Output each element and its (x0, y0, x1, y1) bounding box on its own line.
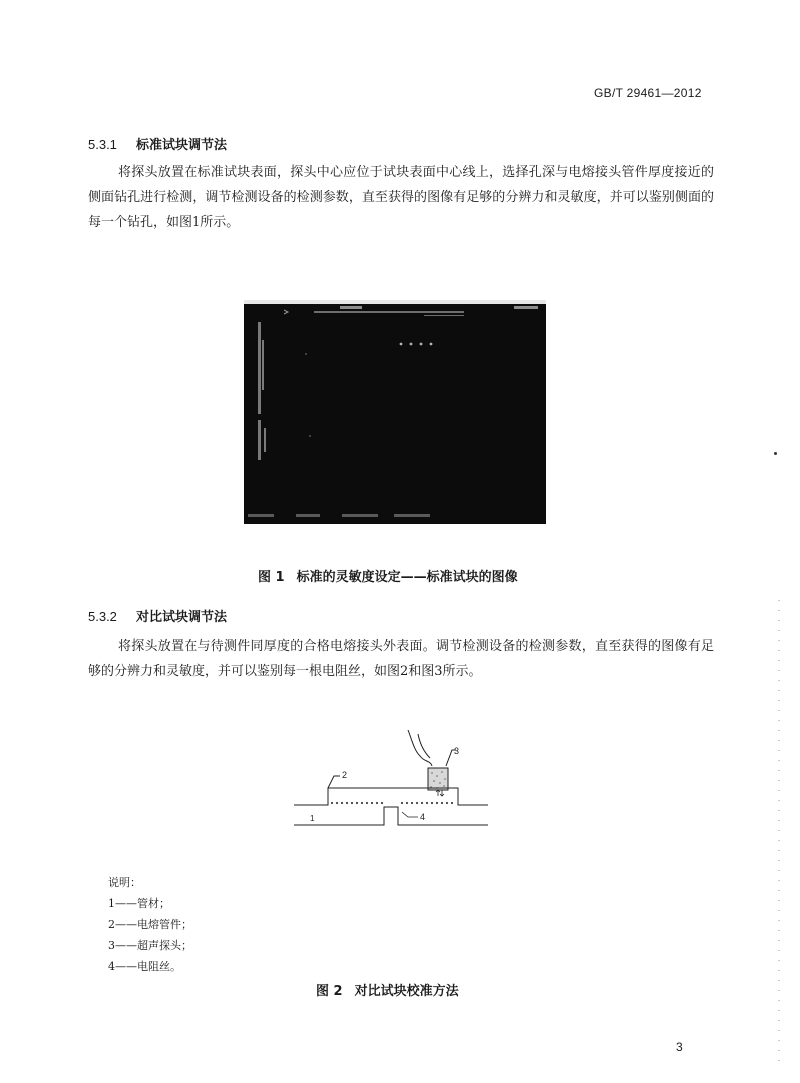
figure-2-drawing (290, 730, 490, 835)
note-item: 4——电阻丝。 (108, 960, 181, 973)
figure-2-notes (108, 872, 192, 977)
figure-2-label-probe: 3 (454, 746, 460, 756)
note-item: 2——电熔管件； (108, 918, 192, 931)
figure-1-caption (258, 566, 518, 585)
figure-1-image-render (244, 300, 546, 524)
scan-edge-marks-drawing (776, 600, 782, 1070)
scan-speck (774, 452, 777, 455)
section-532-title: 对比试块调节法 (136, 610, 228, 625)
note-item: 1——管材； (108, 897, 170, 910)
section-531-heading (88, 134, 227, 153)
figure-2-label-wire: 4 (420, 812, 426, 822)
scan-edge-marks (776, 600, 782, 1070)
page-number: 3 (676, 1040, 683, 1054)
figure-2-label-fitting: 2 (342, 770, 348, 780)
section-531-number: 5.3.1 (88, 137, 117, 152)
section-532-paragraph: 将探头放置在与待测件同厚度的合格电熔接头外表面。调节检测设备的检测参数，直至获得的图像有足够的分辨力和灵敏度，并可以鉴别每一根电阻丝，如图2和图3所示。 (88, 639, 714, 679)
section-532-heading (88, 606, 227, 625)
note-item: 3——超声探头； (108, 939, 192, 952)
figure-2-caption-number: 图 2 (316, 984, 343, 999)
figure-1-caption-number: 图 1 (258, 570, 285, 585)
section-532-number: 5.3.2 (88, 609, 117, 624)
figure-1-ultrasound-image (244, 300, 546, 524)
section-531-paragraph: 将探头放置在标准试块表面，探头中心应位于试块表面中心线上，选择孔深与电熔接头管件厚度接近的侧面钻孔进行检测，调节检测设备的检测参数，直至获得的图像有足够的分辨力和灵敏度，并可以鉴别侧面的每一个钻孔，如图1所示。 (88, 165, 714, 230)
standard-code: GB/T 29461—2012 (594, 86, 702, 100)
figure-2-label-pipe: 1 (310, 814, 315, 823)
section-532-body (88, 634, 714, 684)
figure-2-diagram (290, 730, 490, 835)
figure-1-caption-text: 标准的灵敏度设定——标准试块的图像 (296, 570, 518, 585)
section-531-title: 标准试块调节法 (136, 138, 228, 153)
notes-title: 说明： (108, 876, 141, 889)
section-531-body (88, 160, 714, 235)
figure-2-caption-text: 对比试块校准方法 (354, 984, 459, 999)
figure-2-caption (316, 980, 459, 999)
